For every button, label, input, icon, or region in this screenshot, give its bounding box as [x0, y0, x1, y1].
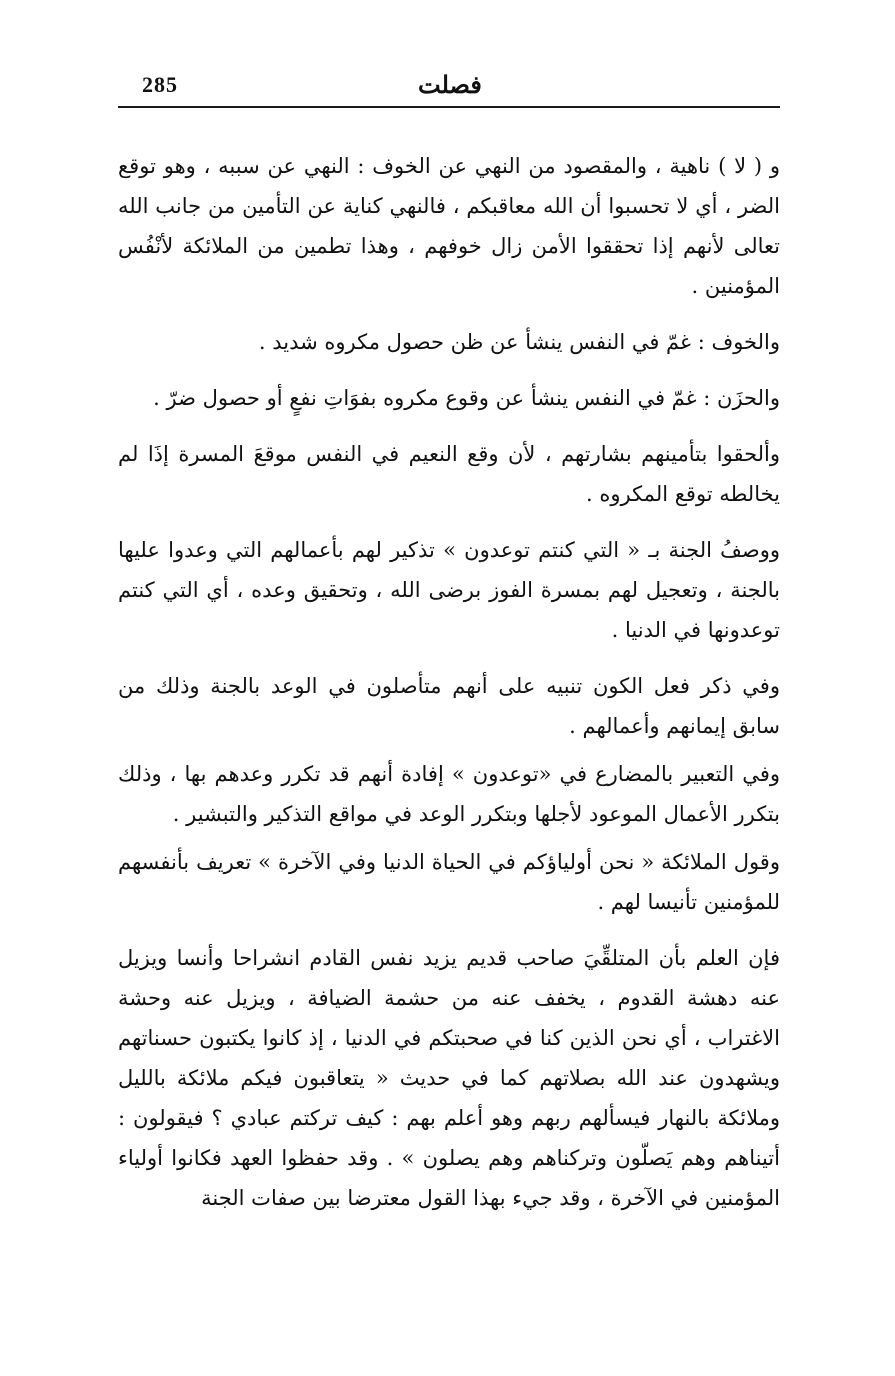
page-header — [118, 70, 780, 108]
paragraph-6: وفي ذكر فعل الكون تنبيه على أنهم متأصلون في الوعد بالجنة وذلك من سابق إيمانهم وأعمالهم . — [118, 674, 780, 738]
paragraph-3: والحزَن : غمّ في النفس ينشأ عن وقوع مكروه بفوَاتِ نفعٍ أو حصول ضرّ . — [153, 386, 780, 410]
paragraph-5: ووصفُ الجنة بـ « التي كنتم توعدون » تذكير لهم بأعمالهم التي وعدوا عليها بالجنة ، وتعجيل لهم بمسرة الفوز برضى الله ، وتحقيق وعده ، أي التي كنتم توعدونها في الدنيا . — [118, 538, 780, 642]
paragraph-9: فإن العلم بأن المتلقِّيَ صاحب قديم يزيد نفس القادم انشراحا وأنسا ويزيل عنه دهشة القدوم ، يخفف عنه من حشمة الضيافة ، ويزيل عنه وحشة الاغتراب ، أي نحن الذين كنا في صحبتكم في الدنيا ، إذ كانوا يكتبون حسناتهم ويشهدون عند الله بصلاتهم كما في حديث « يتعاقبون فيكم ملائكة بالليل وملائكة بالنهار فيسألهم ربهم وهو أعلم بهم : كيف تركتم عبادي ؟ فيقولون : أتيناهم وهم يَصلّون وتركناهم وهم يصلون » . وقد حفظوا العهد فكانوا أولياء المؤمنين في الآخرة ، وقد جيء بهذا القول معترضا بين صفات الجنة — [118, 946, 780, 1210]
page-body — [118, 146, 780, 1218]
paragraph-8: وقول الملائكة « نحن أولياؤكم في الحياة الدنيا وفي الآخرة » تعريف بأنفسهم للمؤمنين تأنيسا لهم . — [118, 850, 780, 914]
page-number: 285 — [142, 72, 178, 97]
running-title: فصلت — [418, 70, 482, 99]
paragraph-4: وألحقوا بتأمينهم بشارتهم ، لأن وقع النعيم في النفس موقعَ المسرة إذَا لم يخالطه توقع المكروه . — [118, 442, 780, 506]
paragraph-1: و ( لا ) ناهية ، والمقصود من النهي عن الخوف : النهي عن سببه ، وهو توقع الضر ، أي لا تحسبوا أن الله معاقبكم ، فالنهي كناية عن التأمين من جانب الله تعالى لأنهم إذا تحققوا الأمن زال خوفهم ، وهذا تطمين من الملائكة لأنْفُس المؤمنين . — [118, 154, 780, 298]
paragraph-2: والخوف : غمّ في النفس ينشأ عن ظن حصول مكروه شديد . — [258, 330, 780, 354]
paragraph-7: وفي التعبير بالمضارع في «توعدون » إفادة أنهم قد تكرر وعدهم بها ، وذلك بتكرر الأعمال الموعود لأجلها وبتكرر الوعد في مواقع التذكير والتبشير . — [118, 762, 780, 826]
